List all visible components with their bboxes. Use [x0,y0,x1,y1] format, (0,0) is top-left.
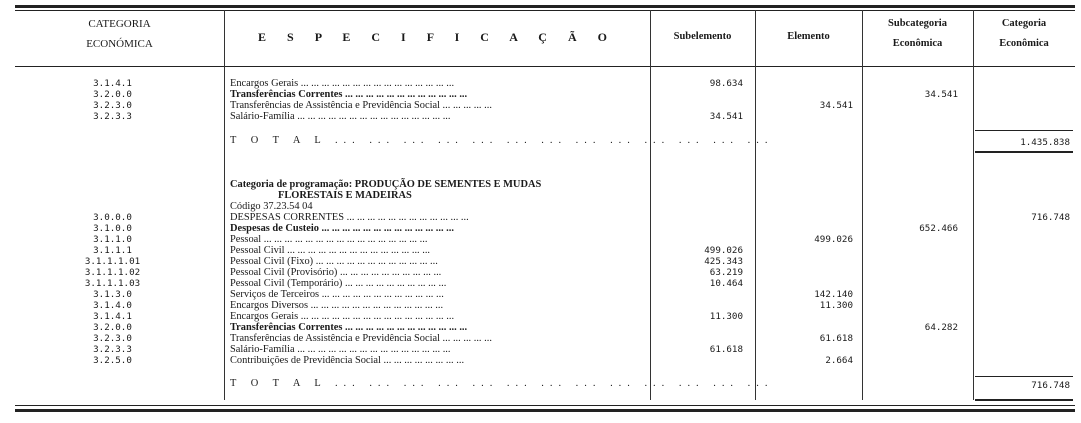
row-description: Pessoal Civil ... ... ... ... ... ... ... ... ... ... ... ... ... ... [230,245,431,256]
table-row [15,311,1075,322]
row-description: Pessoal Civil (Provisório) ... ... ... ... ... ... ... ... ... ... [230,267,442,278]
row-description: Encargos Diversos ... ... ... ... ... ... ... ... ... ... ... ... ... [230,300,444,311]
row-subelemento: 63.219 [709,267,743,278]
row-code: 3.1.4.0 [93,300,132,311]
row-elemento: 11.300 [819,300,853,311]
table-row [15,234,1075,245]
row-subcategoria: 34.541 [924,89,958,100]
row-description: Pessoal Civil (Fixo) ... ... ... ... ... ... ... ... ... ... ... ... [230,256,438,267]
row-code: 3.2.3.0 [93,333,132,344]
row-subelemento: 61.618 [709,344,743,355]
table-row [15,378,1075,389]
row-description: DESPESAS CORRENTES ... ... ... ... ... ... ... ... ... ... ... ... [230,212,469,223]
row-description: Transferências Correntes ... ... ... ... ... ... ... ... ... ... ... ... [230,89,468,100]
row-elemento: 34.541 [819,100,853,111]
row-subelemento: 98.634 [709,78,743,89]
table-row [15,111,1075,122]
table-row [15,212,1075,223]
header-categoria-economica [15,14,224,54]
row-subelemento: 10.464 [709,278,743,289]
total-box-1 [975,130,1073,153]
row-subelemento: 11.300 [709,311,743,322]
row-description: Encargos Gerais ... ... ... ... ... ... ... ... ... ... ... ... ... ... ... [230,78,455,89]
total-box-2 [975,376,1073,401]
table-row [15,100,1075,111]
row-subelemento: 425.343 [704,256,743,267]
row-description: Transferências de Assistência e Previdência Social ... ... ... ... ... [230,100,492,111]
top-rule-thin [15,10,1075,11]
table-row [15,355,1075,366]
row-description: FLORESTAIS E MADEIRAS [278,190,412,201]
row-code: 3.1.1.1 [93,245,132,256]
table-row [15,190,1075,201]
header-subelemento: Subelemento [673,31,732,42]
row-subcategoria: 64.282 [924,322,958,333]
row-description: T O T A L ... ... ... ... ... ... ... ... ... ... ... ... ... [230,378,774,389]
row-code: 3.2.3.0 [93,100,132,111]
row-description: Salário-Família ... ... ... ... ... ... ... ... ... ... ... ... ... ... ... [230,111,451,122]
row-description: Contribuições de Previdência Social ... ... ... ... ... ... ... ... [230,355,465,366]
row-description: Serviços de Terceiros ... ... ... ... ... ... ... ... ... ... ... ... [230,289,444,300]
table-row [15,344,1075,355]
row-code: 3.0.0.0 [93,212,132,223]
table-row [15,278,1075,289]
table-row [15,78,1075,89]
row-code: 3.1.4.1 [93,311,132,322]
row-description: Transferências Correntes ... ... ... ... ... ... ... ... ... ... ... ... [230,322,468,333]
row-description: Salário-Família ... ... ... ... ... ... ... ... ... ... ... ... ... ... ... [230,344,451,355]
table-row [15,223,1075,234]
header-categoria-economica-line2: ECONÓMICA [86,38,153,50]
header-subcategoria-line1: Subcategoria [888,18,947,29]
table-row [15,300,1075,311]
bottom-rule-thick [15,409,1075,412]
row-description: Código 37.23.54 04 [230,201,313,212]
row-description: Pessoal ... ... ... ... ... ... ... ... ... ... ... ... ... ... ... ... [230,234,428,245]
row-code: 3.1.3.0 [93,289,132,300]
row-code: 3.2.0.0 [93,89,132,100]
row-elemento: 2.664 [825,355,853,366]
row-description: Transferências de Assistência e Previdência Social ... ... ... ... ... [230,333,492,344]
row-subcategoria: 652.466 [919,223,958,234]
header-subcategoria-economica [862,14,973,54]
header-categoria-line1: Categoria [1001,18,1047,29]
table-row [15,322,1075,333]
row-code: 3.1.1.0 [93,234,132,245]
row-code: 3.2.3.3 [93,344,132,355]
row-categoria: 1.435.838 [1020,137,1070,148]
row-elemento: 499.026 [814,234,853,245]
row-code: 3.1.1.1.01 [84,256,141,267]
row-elemento: 61.618 [819,333,853,344]
row-code: 3.1.1.1.02 [84,267,141,278]
row-description: Encargos Gerais ... ... ... ... ... ... ... ... ... ... ... ... ... ... ... [230,311,455,322]
table-row [15,256,1075,267]
row-description: Despesas de Custeio ... ... ... ... ... ... ... ... ... ... ... ... ... [230,223,454,234]
row-code: 3.1.0.0 [93,223,132,234]
row-elemento: 142.140 [814,289,853,300]
row-code: 3.1.4.1 [93,78,132,89]
row-code: 3.2.3.3 [93,111,132,122]
header-categoria-economica-line1: CATEGORIA [88,18,151,30]
row-subelemento: 34.541 [709,111,743,122]
table-row [15,179,1075,190]
row-description: Pessoal Civil (Temporário) ... ... ... ... ... ... ... ... ... ... [230,278,447,289]
table-row [15,201,1075,212]
table-row [15,333,1075,344]
header-categoria-line2: Econômica [999,38,1049,49]
table-row [15,267,1075,278]
row-code: 3.2.0.0 [93,322,132,333]
row-description: Categoria de programação: PRODUÇÃO DE SEMENTES E MUDAS [230,179,542,190]
header-categoria-economica-right [973,14,1075,54]
header-bottom-rule [15,66,1075,67]
row-code: 3.2.5.0 [93,355,132,366]
table-row [15,89,1075,100]
top-rule-thick [15,5,1075,8]
row-description: T O T A L ... ... ... ... ... ... ... ... ... ... ... ... ... [230,135,774,146]
header-subcategoria-line2: Econômica [892,38,943,49]
bottom-rule-thin [15,405,1075,406]
table-row [15,245,1075,256]
table-row [15,135,1075,146]
table-row [15,289,1075,300]
row-code: 3.1.1.1.03 [84,278,141,289]
header-especificacao: E S P E C I F I C A Ç Ã O [258,30,616,44]
row-categoria: 716.748 [1031,212,1070,223]
header-elemento: Elemento [787,31,830,42]
row-categoria: 716.748 [1031,380,1070,391]
row-subelemento: 499.026 [704,245,743,256]
